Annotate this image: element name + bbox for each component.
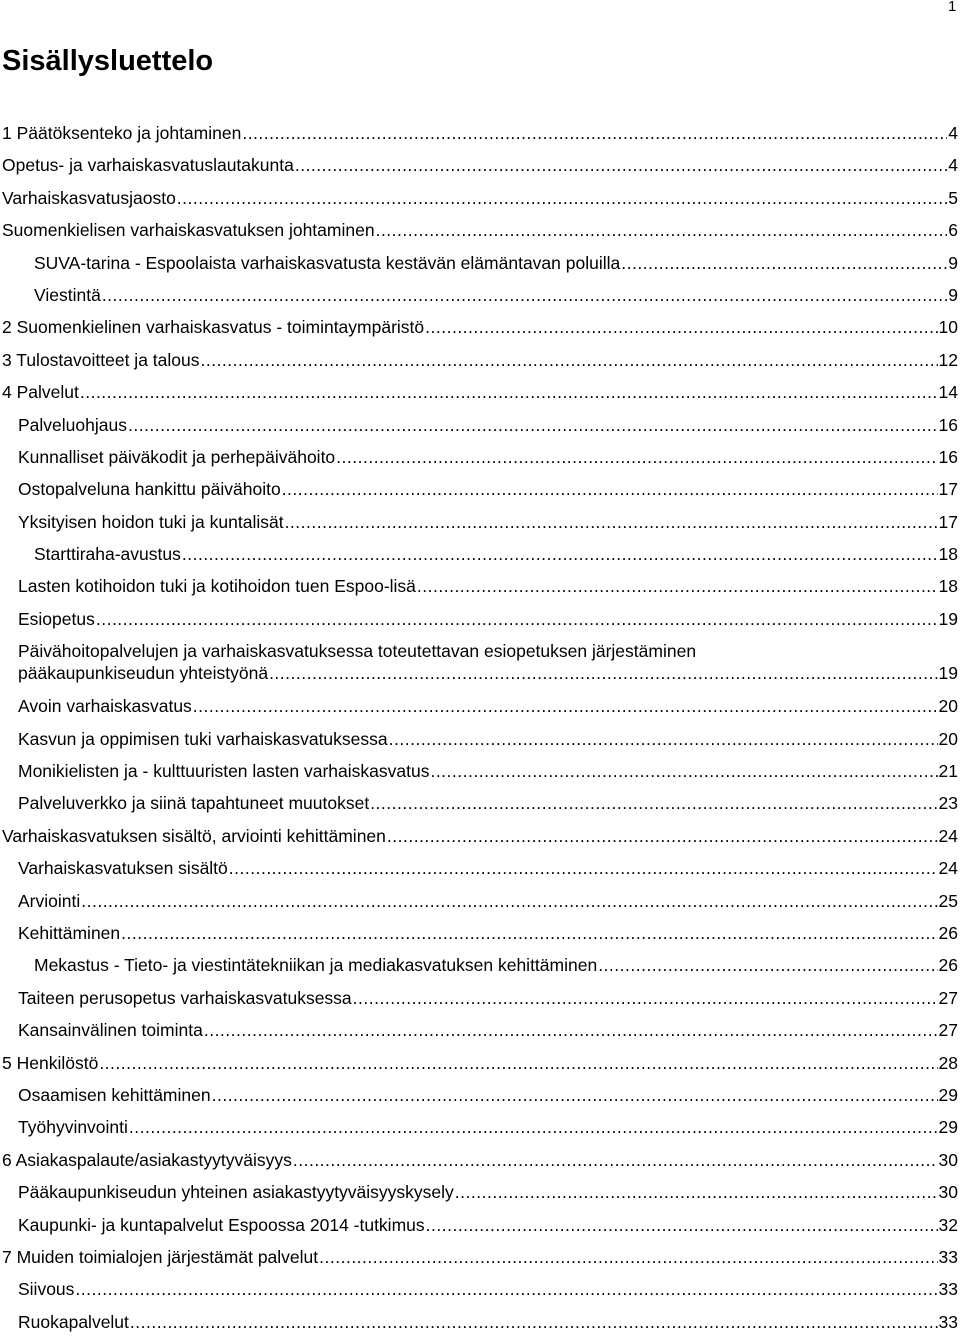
toc-dot-leader — [182, 538, 938, 570]
toc-entry[interactable] — [0, 1144, 960, 1176]
toc-entry-page-number: 21 — [938, 761, 958, 782]
toc-entry-title: Työhyvinvointi — [18, 1117, 128, 1138]
toc-entry-page-number: 33 — [938, 1279, 958, 1300]
toc-dot-leader — [389, 723, 938, 755]
toc-entry-page-number: 32 — [938, 1214, 958, 1235]
toc-entry[interactable] — [0, 1047, 960, 1079]
toc-entry[interactable] — [0, 182, 960, 214]
toc-entry-page-number: 19 — [938, 663, 958, 684]
toc-entry[interactable] — [0, 376, 960, 408]
toc-dot-leader — [353, 982, 938, 1014]
toc-entry-title: Kunnalliset päiväkodit ja perhepäivähoito — [18, 446, 336, 467]
toc-entry-title: Ruokapalvelut — [18, 1311, 129, 1332]
toc-entry-line — [2, 117, 960, 149]
toc-entry-title: Monikielisten ja - kulttuuristen lasten varhaiskasvatus — [18, 761, 430, 782]
toc-dot-leader — [336, 441, 937, 473]
toc-entry[interactable] — [0, 885, 960, 917]
toc-entry-line — [34, 949, 960, 981]
toc-entry-page-number: 16 — [938, 446, 958, 467]
toc-entry-title: Kasvun ja oppimisen tuki varhaiskasvatuksessa — [18, 728, 388, 749]
toc-entry-title: Siivous — [18, 1279, 75, 1300]
toc-entry[interactable] — [0, 409, 960, 441]
toc-entry-page-number: 26 — [938, 922, 958, 943]
toc-entry-page-number: 16 — [938, 414, 958, 435]
toc-entry-page-number: 6 — [948, 220, 958, 241]
toc-entry-page-number: 26 — [938, 955, 958, 976]
toc-entry[interactable] — [0, 917, 960, 949]
toc-entry-page-number: 24 — [938, 825, 958, 846]
toc-entry-page-number: 9 — [948, 284, 958, 305]
toc-entry-line — [18, 441, 960, 473]
toc-entry-line — [18, 1014, 960, 1046]
toc-dot-leader — [128, 409, 938, 441]
toc-entry-line — [18, 723, 960, 755]
toc-entry-title: 4 Palvelut — [2, 382, 79, 403]
toc-entry[interactable] — [0, 117, 960, 149]
toc-entry-title: Yksityisen hoidon tuki ja kuntalisät — [18, 511, 284, 532]
toc-dot-leader — [99, 1047, 937, 1079]
toc-entry[interactable] — [0, 344, 960, 376]
toc-entry-page-number: 5 — [948, 187, 958, 208]
toc-entry-page-number: 29 — [938, 1117, 958, 1138]
toc-entry-page-number: 17 — [938, 479, 958, 500]
toc-dot-leader — [387, 820, 938, 852]
toc-entry-line — [2, 820, 960, 852]
toc-dot-leader — [285, 506, 938, 538]
toc-entry[interactable] — [0, 1306, 960, 1338]
toc-entry-line — [2, 344, 960, 376]
toc-entry-title: Varhaiskasvatuksen sisältö, arviointi kehittäminen — [2, 825, 386, 846]
toc-dot-leader — [102, 279, 947, 311]
toc-dot-leader — [282, 473, 938, 505]
toc-entry-line — [2, 214, 960, 246]
toc-entry-title: pääkaupunkiseudun yhteistyönä — [18, 663, 269, 684]
toc-dot-leader — [269, 662, 937, 684]
toc-entry-title: Opetus- ja varhaiskasvatuslautakunta — [2, 155, 294, 176]
toc-entry-page-number: 17 — [938, 511, 958, 532]
toc-entry[interactable] — [0, 538, 960, 570]
toc-dot-leader — [204, 1014, 938, 1046]
toc-entry-page-number: 25 — [938, 890, 958, 911]
toc-entry[interactable] — [0, 247, 960, 279]
toc-entry-page-number: 28 — [938, 1052, 958, 1073]
toc-entry[interactable] — [0, 1273, 960, 1305]
toc-entry[interactable] — [0, 820, 960, 852]
toc-entry-title: Osaamisen kehittäminen — [18, 1084, 211, 1105]
toc-entry-title: SUVA-tarina - Espoolaista varhaiskasvatusta kestävän elämäntavan poluilla — [34, 252, 621, 273]
toc-entry-page-number: 20 — [938, 728, 958, 749]
toc-entry-line — [2, 149, 960, 181]
toc-entry[interactable] — [0, 1111, 960, 1143]
toc-entry-title: Palveluverkko ja siinä tapahtuneet muutokset — [18, 793, 370, 814]
toc-entry[interactable] — [0, 506, 960, 538]
toc-entry-line — [18, 1111, 960, 1143]
toc-entry-page-number: 4 — [948, 155, 958, 176]
toc-entry-line — [18, 570, 960, 602]
toc-entry-title: 2 Suomenkielinen varhaiskasvatus - toimintaympäristö — [2, 317, 425, 338]
toc-entry-page-number: 24 — [938, 858, 958, 879]
toc-entry-title: Esiopetus — [18, 608, 95, 629]
toc-entry-line — [18, 1209, 960, 1241]
toc-entry[interactable] — [0, 570, 960, 602]
toc-entry[interactable] — [0, 311, 960, 343]
toc-entry-line — [18, 755, 960, 787]
toc-entry[interactable] — [0, 949, 960, 981]
toc-entry-page-number: 9 — [948, 252, 958, 273]
toc-entry-line — [2, 311, 960, 343]
toc-entry[interactable] — [0, 852, 960, 884]
toc-entry-page-number: 18 — [938, 544, 958, 565]
toc-entry-line — [2, 1047, 960, 1079]
toc-entry[interactable] — [0, 1014, 960, 1046]
toc-entry-page-number: 30 — [938, 1149, 958, 1170]
toc-entry-line — [2, 1144, 960, 1176]
toc-dot-leader — [426, 1209, 938, 1241]
toc-entry-title: Palveluohjaus — [18, 414, 127, 435]
toc-entry[interactable] — [0, 1241, 960, 1273]
table-of-contents — [0, 117, 960, 1338]
toc-entry-title: 6 Asiakaspalaute/asiakastyytyväisyys — [2, 1149, 292, 1170]
toc-entry-line — [18, 1273, 960, 1305]
toc-entry[interactable] — [0, 982, 960, 1014]
toc-dot-leader — [80, 376, 938, 408]
toc-entry-line — [18, 885, 960, 917]
toc-entry-line — [18, 603, 960, 635]
toc-entry-title: Viestintä — [34, 284, 101, 305]
toc-dot-leader — [430, 755, 937, 787]
toc-entry-page-number: 27 — [938, 1020, 958, 1041]
toc-entry-title: Taiteen perusopetus varhaiskasvatuksessa — [18, 987, 352, 1008]
toc-entry-title: Kansainvälinen toiminta — [18, 1020, 203, 1041]
toc-entry[interactable] — [0, 1079, 960, 1111]
toc-entry-title: Kehittäminen — [18, 922, 121, 943]
toc-entry-page-number: 29 — [938, 1084, 958, 1105]
toc-dot-leader — [75, 1273, 937, 1305]
toc-entry-page-number: 27 — [938, 987, 958, 1008]
toc-entry-line — [18, 917, 960, 949]
toc-entry-line — [18, 852, 960, 884]
toc-entry-title: Starttiraha-avustus — [34, 544, 181, 565]
toc-entry[interactable] — [0, 1176, 960, 1208]
toc-entry-page-number: 33 — [938, 1311, 958, 1332]
toc-entry[interactable] — [0, 755, 960, 787]
toc-entry-page-number: 30 — [938, 1182, 958, 1203]
toc-title: Sisällysluettelo — [2, 45, 214, 77]
toc-dot-leader — [200, 344, 937, 376]
toc-entry[interactable] — [0, 214, 960, 246]
toc-entry-page-number: 18 — [938, 576, 958, 597]
toc-dot-leader — [130, 1306, 938, 1338]
toc-dot-leader — [598, 949, 937, 981]
toc-entry-title-first-line: Päivähoitopalvelujen ja varhaiskasvatuksessa toteutettavan esiopetuksen järjestäminen — [18, 641, 697, 662]
toc-dot-leader — [121, 917, 937, 949]
toc-entry-line — [34, 279, 960, 311]
toc-entry-line — [18, 473, 960, 505]
toc-dot-leader — [193, 690, 938, 722]
toc-entry-title: 5 Henkilöstö — [2, 1052, 99, 1073]
toc-dot-leader — [417, 570, 938, 602]
toc-entry-line — [18, 1176, 960, 1208]
toc-entry-title: Pääkaupunkiseudun yhteinen asiakastyytyväisyyskysely — [18, 1182, 454, 1203]
toc-dot-leader — [319, 1241, 937, 1273]
toc-entry-line — [34, 538, 960, 570]
toc-entry[interactable] — [0, 279, 960, 311]
toc-entry[interactable] — [0, 603, 960, 635]
toc-dot-leader — [229, 852, 938, 884]
toc-entry-title: 3 Tulostavoitteet ja talous — [2, 349, 200, 370]
toc-entry-title: Ostopalveluna hankittu päivähoito — [18, 479, 281, 500]
toc-entry-title: Varhaiskasvatuksen sisältö — [18, 858, 228, 879]
toc-dot-leader — [370, 787, 937, 819]
toc-entry-title: Suomenkielisen varhaiskasvatuksen johtaminen — [2, 220, 375, 241]
toc-entry-title: Avoin varhaiskasvatus — [18, 696, 192, 717]
toc-entry[interactable] — [0, 635, 960, 690]
toc-entry-line — [18, 1079, 960, 1111]
toc-entry-line — [18, 787, 960, 819]
toc-dot-leader — [212, 1079, 938, 1111]
toc-entry-line — [2, 182, 960, 214]
toc-entry-title: Arviointi — [18, 890, 81, 911]
toc-entry-page-number: 12 — [938, 349, 958, 370]
toc-entry-title: 7 Muiden toimialojen järjestämät palvelut — [2, 1246, 319, 1267]
toc-entry-title: Kaupunki- ja kuntapalvelut Espoossa 2014 -tutkimus — [18, 1214, 425, 1235]
toc-entry-line — [18, 1306, 960, 1338]
toc-entry-title: Lasten kotihoidon tuki ja kotihoidon tuen Espoo-lisä — [18, 576, 416, 597]
toc-entry-line — [2, 376, 960, 408]
toc-entry-page-number: 19 — [938, 608, 958, 629]
toc-entry[interactable] — [0, 787, 960, 819]
toc-entry-page-number: 23 — [938, 793, 958, 814]
toc-entry-page-number: 4 — [948, 123, 958, 143]
toc-entry-line — [18, 662, 960, 684]
toc-entry-line — [18, 409, 960, 441]
toc-dot-leader — [376, 214, 948, 246]
toc-entry[interactable] — [0, 473, 960, 505]
toc-dot-leader — [295, 149, 947, 181]
toc-dot-leader — [621, 247, 947, 279]
toc-entry[interactable] — [0, 723, 960, 755]
toc-entry-page-number: 10 — [938, 317, 958, 338]
toc-entry-page-number: 20 — [938, 696, 958, 717]
toc-dot-leader — [129, 1111, 938, 1143]
toc-entry-title: 1 Päätöksenteko ja johtaminen — [2, 123, 242, 143]
toc-entry-page-number: 14 — [938, 382, 958, 403]
toc-entry-title: Mekastus - Tieto- ja viestintätekniikan ja mediakasvatuksen kehittäminen — [34, 955, 598, 976]
toc-dot-leader — [242, 117, 947, 149]
toc-dot-leader — [455, 1176, 938, 1208]
toc-entry[interactable] — [0, 441, 960, 473]
toc-entry-line — [18, 506, 960, 538]
toc-dot-leader — [425, 311, 937, 343]
toc-entry-line — [34, 247, 960, 279]
toc-entry-line — [18, 982, 960, 1014]
toc-entry[interactable] — [0, 690, 960, 722]
toc-dot-leader — [293, 1144, 938, 1176]
toc-entry-title: Varhaiskasvatusjaosto — [2, 187, 176, 208]
toc-entry[interactable] — [0, 1209, 960, 1241]
toc-entry-page-number: 33 — [938, 1246, 958, 1267]
toc-dot-leader — [177, 182, 947, 214]
toc-dot-leader — [96, 603, 938, 635]
toc-entry-line — [18, 690, 960, 722]
toc-dot-leader — [81, 885, 937, 917]
toc-entry[interactable] — [0, 149, 960, 181]
page-number: 1 — [948, 0, 957, 15]
toc-entry-line — [2, 1241, 960, 1273]
